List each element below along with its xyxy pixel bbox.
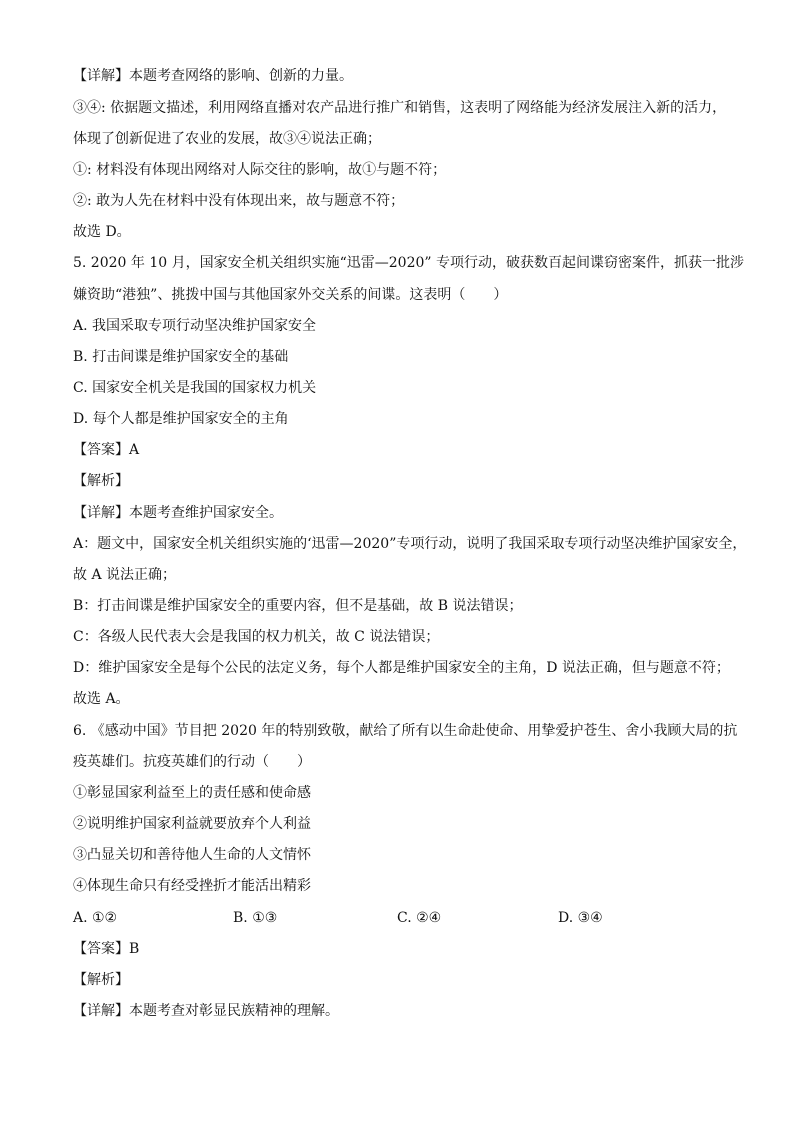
answer-option: B. ①③	[233, 910, 278, 926]
analysis-label: 【解析】	[73, 972, 129, 988]
answer-label: 【答案】B	[73, 941, 140, 957]
answer-label: 【答案】A	[73, 442, 140, 458]
answer-option: B. 打击间谍是维护国家安全的基础	[73, 349, 289, 365]
question-stem: 6. 《感动中国》节目把 2020 年的特别致敬，献给了所有以生命赴使命、用挚爱护苍生、舍小我顾大局的抗	[73, 723, 738, 739]
text-line: 【详解】本题考查对彰显民族精神的理解。	[73, 1003, 339, 1019]
text-line: 【详解】本题考查维护国家安全。	[73, 505, 283, 521]
text-line: ③④: 依据题文描述，利用网络直播对农产品进行推广和销售，这表明了网络能为经济发展注入新的活力，	[73, 100, 727, 116]
text-line: D：维护国家安全是每个公民的法定义务，每个人都是维护国家安全的主角，D 说法正确，但与题意不符；	[73, 660, 730, 676]
text-line: ①: 材料没有体现出网络对人际交往的影响，故①与题不符；	[73, 162, 447, 178]
statement-item: ④体现生命只有经受挫折才能活出精彩	[73, 878, 311, 894]
question-stem: 疫英雄们。抗疫英雄们的行动（ ）	[73, 754, 311, 770]
answer-option: D. ③④	[558, 910, 603, 926]
text-line: 故选 A。	[73, 691, 130, 707]
text-line: 故选 D。	[73, 224, 131, 240]
statement-item: ①彰显国家利益至上的责任感和使命感	[73, 785, 311, 801]
text-line: A：题文中，国家安全机关组织实施的‘迅雷—2020”专项行动，说明了我国采取专项行动坚决维护国家安全，	[73, 536, 747, 552]
answer-option: C. ②④	[397, 910, 442, 926]
answer-option: A. 我国采取专项行动坚决维护国家安全	[73, 318, 317, 334]
text-line: ②: 敢为人先在材料中没有体现出来，故与题意不符；	[73, 193, 405, 209]
text-line: 体现了创新促进了农业的发展，故③④说法正确；	[73, 131, 381, 147]
text-line: B：打击间谍是维护国家安全的重要内容，但不是基础，故 B 说法错误；	[73, 598, 523, 614]
text-line: 故 A 说法正确；	[73, 567, 177, 583]
answer-option: A. ①②	[73, 910, 118, 926]
answer-option: C. 国家安全机关是我国的国家权力机关	[73, 380, 317, 396]
question-stem: 5. 2020 年 10 月，国家安全机关组织实施“迅雷—2020” 专项行动，破获数百起间谍窃密案件，抓获一批涉	[73, 255, 744, 271]
statement-item: ②说明维护国家利益就要放弃个人利益	[73, 816, 311, 832]
text-line: 【详解】本题考查网络的影响、创新的力量。	[73, 68, 353, 84]
analysis-label: 【解析】	[73, 473, 129, 489]
answer-option: D. 每个人都是维护国家安全的主角	[73, 411, 289, 427]
question-stem: 嫌资助“港独”、挑拨中国与其他国家外交关系的间谍。这表明（ ）	[73, 287, 508, 303]
text-line: C：各级人民代表大会是我国的权力机关，故 C 说法错误；	[73, 629, 440, 645]
statement-item: ③凸显关切和善待他人生命的人文情怀	[73, 847, 311, 863]
